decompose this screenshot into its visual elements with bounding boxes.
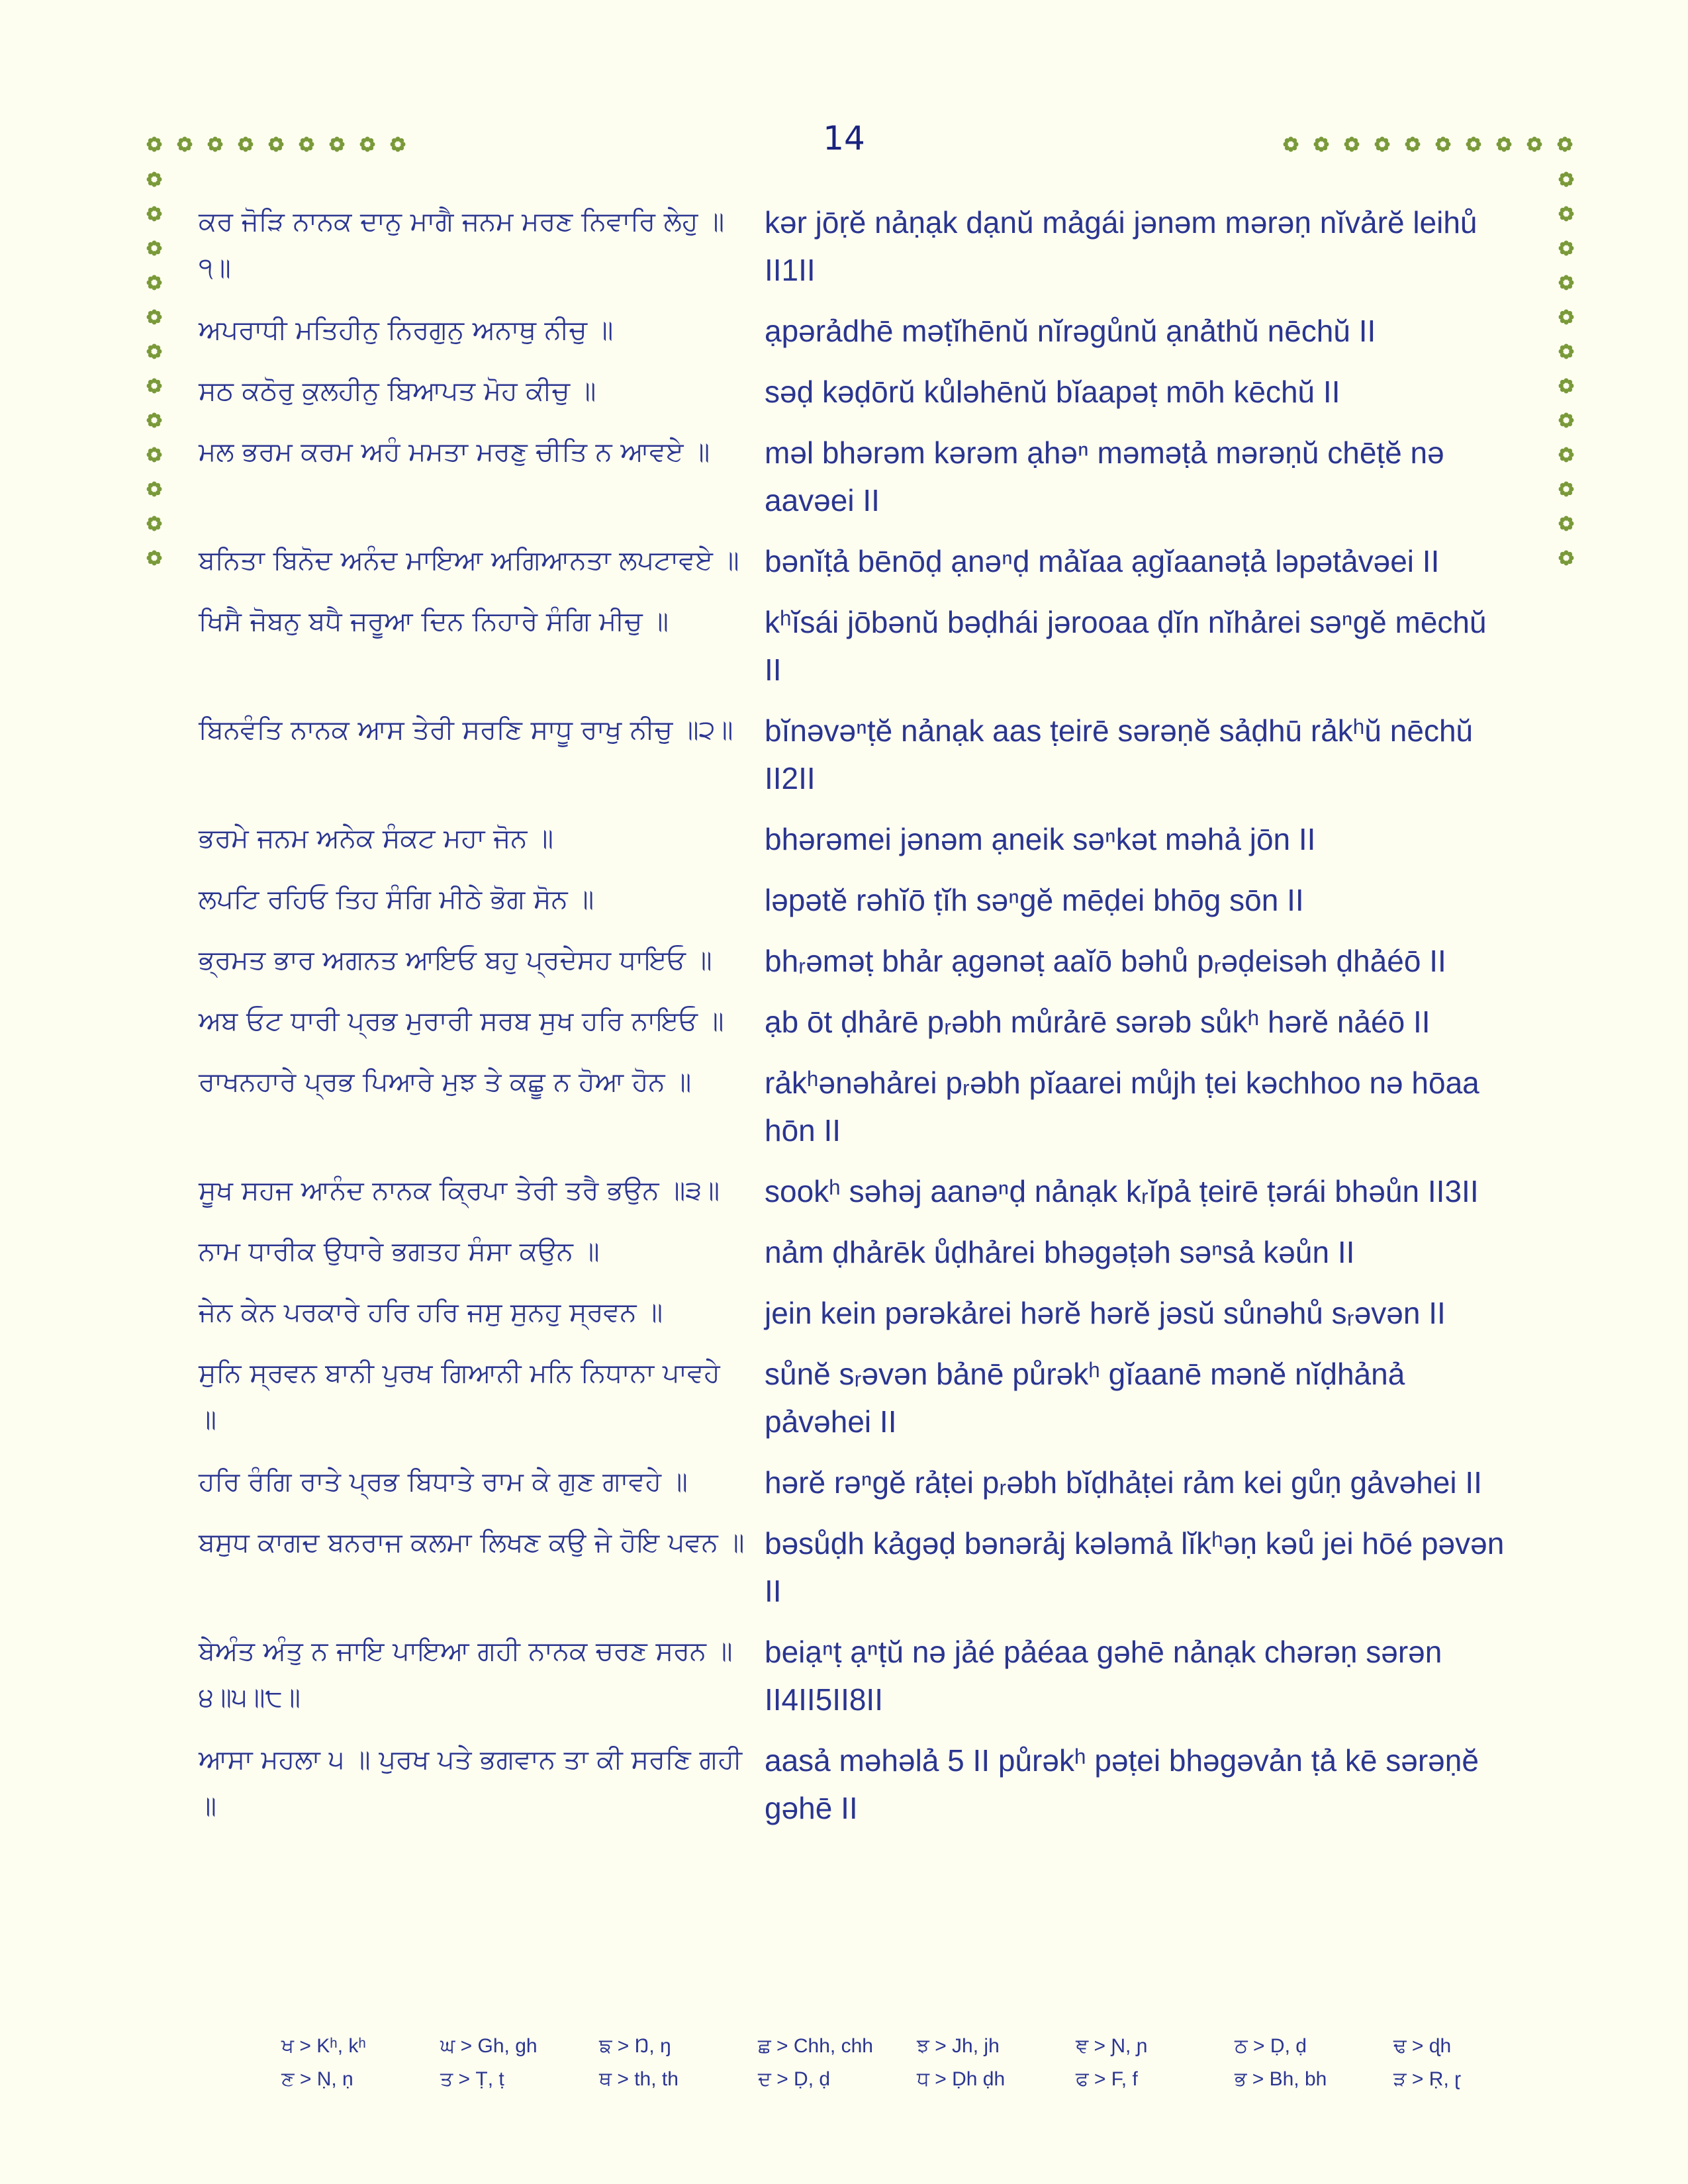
flower-icon: [146, 308, 163, 326]
transliteration-text: kər jōṛĕ nảṇạk dạnŭ mảgái jənəm mərəṇ nĭvảrĕ leihů II1II: [765, 205, 1477, 287]
legend-item: ੜ > Ṛ, ɽ: [1393, 2068, 1462, 2090]
flower-icon: [146, 343, 163, 360]
transliteration-text: nảm ḍhảrēk ůḍhảrei bhəgəṭəh səⁿsả kəůn II: [765, 1235, 1355, 1269]
transliteration-text: bənĭṭả bēnōḍ ạnəⁿḍ mảĭaa ạgĭaanəṭả ləpətảvəei II: [765, 544, 1440, 578]
top-left-ornament: [146, 136, 406, 153]
flower-icon: [146, 205, 163, 222]
verse-row: [199, 707, 1516, 802]
transliteration-text: ạpərảdhē məṭĭhēnŭ nĭrəgůnŭ ạnảthŭ nēchŭ II: [765, 314, 1376, 348]
verse-row: [199, 199, 1516, 294]
verse-row: [199, 1228, 1516, 1276]
transliteration-text: beiạⁿṭ ạⁿṭŭ nə jảé pảéaa gəhē nảnạk chərəṇ sərən II4II5II8II: [765, 1635, 1442, 1717]
transliteration-text: ạb ōt ḍhảrē pᵣəbh můrảrē sərəb sůkʰ hərĕ nảéō II: [765, 1005, 1430, 1039]
verse-row: [199, 1459, 1516, 1506]
legend-item: ਫ > F, f: [1076, 2068, 1138, 2090]
gurmukhi-text: ਰਾਖਨਹਾਰੇ ਪ੍ਰਭ ਪਿਆਰੇ ਮੁਝ ਤੇ ਕਛੂ ਨ ਹੋਆ ਹੋਨ ॥: [199, 1067, 692, 1097]
verse-row: [199, 368, 1516, 416]
flower-icon: [1374, 136, 1391, 153]
verse-row: [199, 876, 1516, 924]
gurmukhi-text: ਲਪਟਿ ਰਹਿਓ ਤਿਹ ਸੰਗਿ ਮੀਠੇ ਭੋਗ ਸੋਨ ॥: [199, 884, 594, 915]
gurmukhi-text: ਬੇਅੰਤ ਅੰਤੁ ਨ ਜਾਇ ਪਾਇਆ ਗਹੀ ਨਾਨਕ ਚਰਣ ਸਰਨ ॥੪॥੫॥੮॥: [199, 1636, 733, 1713]
verse-row: [199, 1350, 1516, 1445]
gurmukhi-text: ਅਬ ਓਟ ਧਾਰੀ ਪ੍ਰਭ ਮੁਰਾਰੀ ਸਰਬ ਸੁਖ ਹਰਿ ਨਾਇਓ ॥: [199, 1006, 724, 1036]
legend-item: ਝ > Jh, jh: [917, 2035, 1000, 2057]
flower-icon: [1558, 240, 1575, 257]
gurmukhi-text: ਸੁਨਿ ਸ੍ਰਵਨ ਬਾਨੀ ਪੁਰਖ ਗਿਆਨੀ ਮਨਿ ਨਿਧਾਨਾ ਪਾਵਹੇ ॥: [199, 1358, 720, 1435]
legend-item: ਢ > ɖh: [1393, 2035, 1452, 2057]
transliteration-text: sookʰ səhəj aanəⁿḍ nảnạk kᵣĭpả ṭeirē ṭərái bhəůn II3II: [765, 1174, 1479, 1208]
gurmukhi-text: ਭਰਮੇ ਜਨਮ ਅਨੇਕ ਸੰਕਟ ਮਹਾ ਜੋਨ ॥: [199, 823, 554, 854]
verse-row: [199, 1289, 1516, 1337]
verse-row: [199, 998, 1516, 1046]
legend-item: ਭ > Bh, bh: [1235, 2068, 1327, 2090]
flower-icon: [1282, 136, 1299, 153]
flower-icon: [328, 136, 346, 153]
flower-icon: [146, 480, 163, 498]
flower-icon: [1558, 515, 1575, 532]
legend-item: ਖ > Kʰ, kʰ: [281, 2035, 366, 2057]
flower-icon: [1558, 480, 1575, 498]
legend-item: ਠ > Ḍ, ḍ: [1235, 2035, 1307, 2057]
gurmukhi-text: ਬਨਿਤਾ ਬਿਨੋਦ ਅਨੰਦ ਮਾਇਆ ਅਗਿਆਨਤਾ ਲਪਟਾਵਏ ॥: [199, 545, 739, 576]
transliteration-text: bĭnəvəⁿṭĕ nảnạk aas ṭeirē sərəṇĕ sảḍhū rảkʰŭ nēchŭ II2II: [765, 713, 1474, 796]
flower-icon: [176, 136, 193, 153]
flower-icon: [146, 377, 163, 394]
legend-row: [281, 2068, 1552, 2101]
flower-icon: [207, 136, 224, 153]
gurmukhi-text: ਬਸੁਧ ਕਾਗਦ ਬਨਰਾਜ ਕਲਮਾ ਲਿਖਣ ਕਉ ਜੇ ਹੋਇ ਪਵਨ ॥: [199, 1527, 745, 1558]
verse-list: [199, 199, 1516, 1845]
verse-row: [199, 1737, 1516, 1832]
legend-item: ਣ > Ṇ, ṇ: [281, 2068, 353, 2090]
transliteration-text: rảkʰənəhảrei pᵣəbh pĭaarei můjh ṭei kəchhoo nə hōaa hōn II: [765, 1066, 1479, 1148]
verse-row: [199, 598, 1516, 694]
gurmukhi-text: ਮਲ ਭਰਮ ਕਰਮ ਅਹੰ ਮਮਤਾ ਮਰਣੁ ਚੀਤਿ ਨ ਆਵਏ ॥: [199, 437, 710, 467]
flower-icon: [1434, 136, 1452, 153]
legend-row: [281, 2035, 1552, 2068]
flower-icon: [146, 274, 163, 291]
flower-icon: [1558, 549, 1575, 567]
flower-icon: [237, 136, 254, 153]
flower-icon: [146, 240, 163, 257]
gurmukhi-text: ਕਰ ਜੋੜਿ ਨਾਨਕ ਦਾਨੁ ਮਾਗੈ ਜਨਮ ਮਰਣ ਨਿਵਾਰਿ ਲੇਹੁ ॥੧॥: [199, 206, 725, 283]
transliteration-text: sůnĕ sᵣəvən bảnē půrəkʰ gĭaanē mənĕ nĭḍhảnả pảvəhei II: [765, 1357, 1405, 1439]
verse-row: [199, 307, 1516, 355]
gurmukhi-text: ਖਿਸੈ ਜੋਬਨੁ ਬਧੈ ਜਰੂਆ ਦਿਨ ਨਿਹਾਰੇ ਸੰਗਿ ਮੀਚੁ ॥: [199, 606, 669, 637]
right-border-ornament: [1558, 171, 1575, 567]
flower-icon: [389, 136, 406, 153]
flower-icon: [1558, 377, 1575, 394]
gurmukhi-text: ਨਾਮ ਧਾਰੀਕ ਉਧਾਰੇ ਭਗਤਹ ਸੰਸਾ ਕਉਨ ॥: [199, 1236, 600, 1267]
flower-icon: [146, 136, 163, 153]
flower-icon: [146, 549, 163, 567]
legend-item: ਛ > Chh, chh: [758, 2035, 873, 2057]
flower-icon: [1558, 308, 1575, 326]
legend-item: ਥ > th, th: [599, 2068, 679, 2090]
gurmukhi-text: ਬਿਨਵੰਤਿ ਨਾਨਕ ਆਸ ਤੇਰੀ ਸਰਣਿ ਸਾਧੂ ਰਾਖੁ ਨੀਚੁ ॥੨॥: [199, 715, 733, 745]
verse-row: [199, 429, 1516, 524]
gurmukhi-text: ਸੂਖ ਸਹਜ ਆਨੰਦ ਨਾਨਕ ਕ੍ਰਿਪਾ ਤੇਰੀ ਤਰੈ ਭਉਨ ॥੩॥: [199, 1175, 720, 1206]
flower-icon: [1404, 136, 1421, 153]
transliteration-text: aasả məhəlả 5 II půrəkʰ pəṭei bhəgəvản ṭả kē sərəṇĕ gəhē II: [765, 1743, 1479, 1825]
left-border-ornament: [146, 171, 163, 567]
transliteration-text: ləpətĕ rəhĭō ṭĭh səⁿgĕ mēḍei bhōg sōn II: [765, 883, 1304, 917]
transliteration-legend: [281, 2035, 1552, 2101]
transliteration-text: jein kein pərəkảrei hərĕ hərĕ jəsŭ sůnəhů sᵣəvən II: [765, 1296, 1446, 1330]
gurmukhi-text: ਹਰਿ ਰੰਗਿ ਰਾਤੇ ਪ੍ਰਭ ਬਿਧਾਤੇ ਰਾਮ ਕੇ ਗੁਣ ਗਾਵਹੇ ॥: [199, 1467, 688, 1497]
verse-row: [199, 1059, 1516, 1154]
flower-icon: [1558, 446, 1575, 463]
flower-icon: [298, 136, 315, 153]
legend-item: ਘ > Gh, gh: [440, 2035, 538, 2057]
flower-icon: [1343, 136, 1360, 153]
transliteration-text: hərĕ rəⁿgĕ rảṭei pᵣəbh bĭḍhảṭei rảm kei gůṇ gảvəhei II: [765, 1465, 1482, 1500]
transliteration-text: səḍ kəḍōrŭ kůləhēnŭ bĭaapəṭ mōh kēchŭ II: [765, 375, 1340, 409]
transliteration-text: məl bhərəm kərəm ạhəⁿ məməṭả mərəṇŭ chēṭĕ nə aavəei II: [765, 435, 1444, 518]
flower-icon: [1558, 171, 1575, 188]
flower-icon: [1558, 205, 1575, 222]
flower-icon: [267, 136, 285, 153]
verse-row: [199, 537, 1516, 585]
flower-icon: [146, 515, 163, 532]
flower-icon: [1558, 412, 1575, 429]
flower-icon: [359, 136, 376, 153]
flower-icon: [146, 412, 163, 429]
transliteration-text: bəsůḍh kảgəḍ bənərảj kələmả lĭkʰəṇ kəů jei hōé pəvən II: [765, 1526, 1505, 1608]
flower-icon: [1313, 136, 1330, 153]
flower-icon: [1556, 136, 1573, 153]
verse-row: [199, 1520, 1516, 1615]
flower-icon: [1558, 274, 1575, 291]
transliteration-text: bhᵣəməṭ bhảr ạgənəṭ aaĭō bəhů pᵣəḍeisəh ḍhảéō II: [765, 944, 1446, 978]
verse-row: [199, 815, 1516, 863]
flower-icon: [146, 171, 163, 188]
gurmukhi-text: ਭ੍ਰਮਤ ਭਾਰ ਅਗਨਤ ਆਇਓ ਬਹੁ ਪ੍ਰਦੇਸਹ ਧਾਇਓ ॥: [199, 945, 712, 976]
flower-icon: [1465, 136, 1482, 153]
legend-item: ਙ > Ŋ, ŋ: [599, 2035, 671, 2057]
legend-item: ਤ > Ṭ, ṭ: [440, 2068, 504, 2090]
gurmukhi-text: ਜੇਨ ਕੇਨ ਪਰਕਾਰੇ ਹਰਿ ਹਰਿ ਜਸੁ ਸੁਨਹੁ ਸ੍ਰਵਨ ॥: [199, 1297, 663, 1328]
legend-item: ਞ > Ɲ, ɲ: [1076, 2035, 1148, 2057]
flower-icon: [1495, 136, 1513, 153]
flower-icon: [146, 446, 163, 463]
gurmukhi-text: ਆਸਾ ਮਹਲਾ ੫ ॥ ਪੁਰਖ ਪਤੇ ਭਗਵਾਨ ਤਾ ਕੀ ਸਰਣਿ ਗਹੀ ॥: [199, 1745, 742, 1821]
gurmukhi-text: ਸਠ ਕਠੋਰੁ ਕੁਲਹੀਨੁ ਬਿਆਪਤ ਮੋਹ ਕੀਚੁ ॥: [199, 376, 596, 406]
flower-icon: [1558, 343, 1575, 360]
legend-item: ਦ > Ḍ, ḍ: [758, 2068, 831, 2090]
verse-row: [199, 1167, 1516, 1215]
legend-item: ਧ > Ḍh ḍh: [917, 2068, 1006, 2090]
verse-row: [199, 1628, 1516, 1723]
transliteration-text: bhərəmei jənəm ạneik səⁿkət məhả jōn II: [765, 822, 1316, 856]
page-number: 14: [823, 119, 865, 158]
transliteration-text: kʰĭsái jōbənŭ bəḍhái jərooaa ḍĭn nĭhảrei səⁿgĕ mēchŭ II: [765, 605, 1487, 687]
gurmukhi-text: ਅਪਰਾਧੀ ਮਤਿਹੀਨੁ ਨਿਰਗੁਨੁ ਅਨਾਥੁ ਨੀਚੁ ॥: [199, 315, 614, 345]
verse-row: [199, 937, 1516, 985]
top-right-ornament: [1282, 136, 1573, 153]
flower-icon: [1526, 136, 1543, 153]
